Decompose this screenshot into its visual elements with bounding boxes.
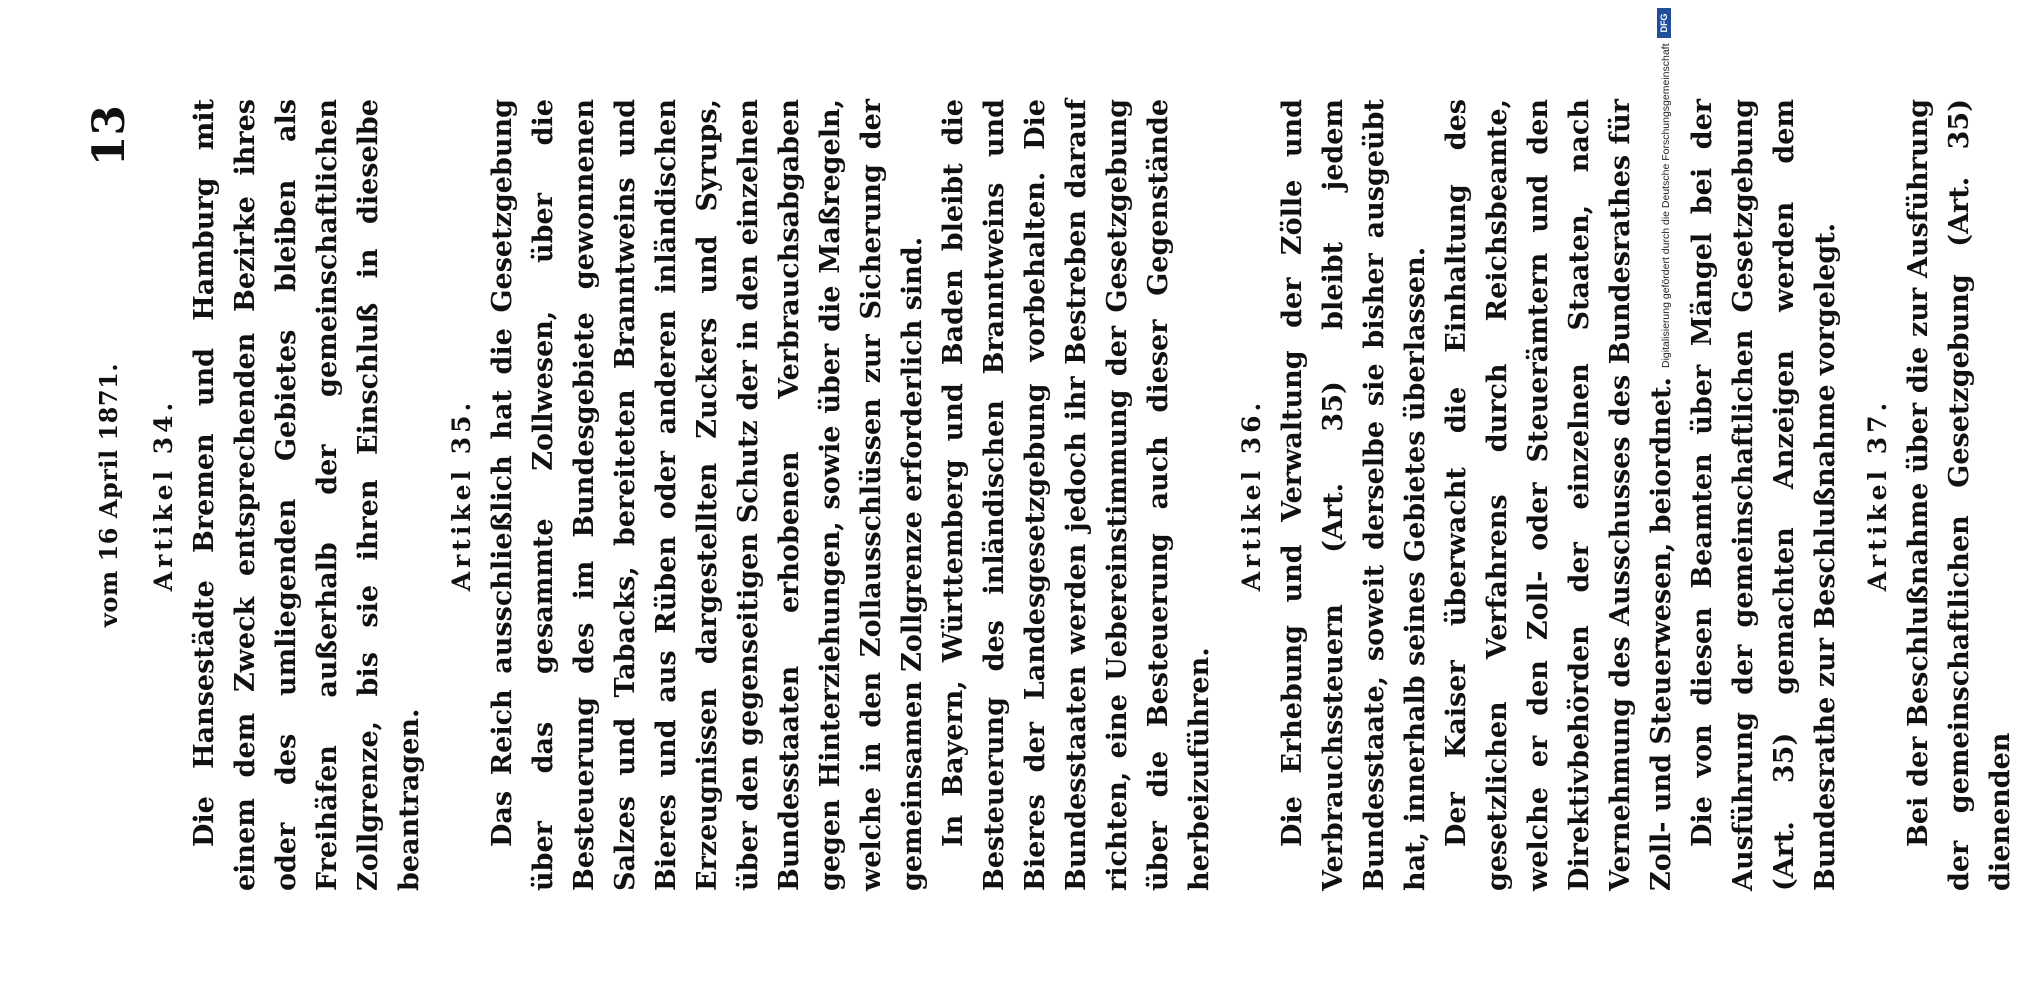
article-heading: Artikel 37. (1863, 398, 1892, 592)
article-heading: Artikel 36. (1237, 398, 1266, 592)
article-paragraph: Die Erhebung und Verwaltung der Zölle und Verbrauchssteuern (Art. 35) bleibt jedem Bundesstaate, soweit derselbe sie bisher ausgeübt hat, innerhalb seines Gebietes überlassen. (1277, 99, 1431, 891)
credit-text: Digitalisierung gefördert durch die Deutsche Forschungsgemeinschaft (1660, 43, 1672, 368)
article-paragraph: Das Reich ausschließlich hat die Gesetzgebung über das gesammte Zollwesen, über die Besteuerung des im Bundesgebiete gewonnenen Salzes und Tabacks, bereiteten Branntweins und Bieres und aus Rüben oder anderen inländischen Erzeugnissen dargestellten Zuckers und Syrups, über den gegenseitigen Schutz der in den einzelnen Bundesstaaten erhobenen Verbrauchsabgaben gegen Hinterziehungen, sowie über die Maßregeln, welche in den Zollausschlüssen zur Sicherung der gemeinsamen Zollgrenze erforderlich sind. (487, 99, 928, 891)
article-paragraph: In Bayern, Württemberg und Baden bleibt die Besteuerung des inländischen Branntweins und Bieres der Landesgesetzgebung vorbehalten. Die Bundesstaaten werden jedoch ihr Bestreben darauf richten, eine Uebereinstimmung der Gesetzgebung über die Besteuerung auch dieser Gegenstände herbeizuführen. (938, 99, 1215, 891)
dfg-logo-icon (1657, 8, 1671, 38)
article-heading: Artikel 34. (149, 398, 178, 592)
dfg-logo-text: DFG (1659, 13, 1669, 33)
article-34 (148, 99, 430, 891)
article-37 (1862, 99, 2021, 891)
article-paragraph: Die von diesen Beamten über Mängel bei der Ausführung der gemeinschaftlichen Gesetzgebung (Art. 35) gemachten Anzeigen werden dem Bundesrathe zur Beschlußnahme vorgelegt. (1687, 99, 1841, 891)
article-heading: Artikel 35. (447, 398, 476, 592)
article-paragraph: Bei der Beschlußnahme über die zur Ausführung der gemeinschaftlichen Gesetzgebung (Art. 35) dienenden (1903, 99, 2016, 891)
article-paragraph: Der Kaiser überwacht die Einhaltung des gesetzlichen Verfahrens durch Reichsbeamte, welche er den Zoll- oder Steuerämtern und den Direktivbehörden der einzelnen Staaten, nach Vernehmung des Ausschusses des Bundesrathes für Zoll- und Steuerwesen, beiordnet. (1441, 99, 1677, 891)
article-paragraph: Die Hansestädte Bremen und Hamburg mit einem dem Zweck entsprechenden Bezirke ihres oder des umliegenden Gebietes bleiben als Freihäfen außerhalb der gemeinschaftlichen Zollgrenze, bis sie ihren Einschluß in dieselbe beantragen. (189, 99, 425, 891)
digitization-credit (1652, 8, 1676, 368)
page-number: 13 (84, 105, 135, 167)
running-head-title: vom 16 April 1871. (94, 362, 123, 628)
article-35 (446, 99, 1220, 891)
article-36 (1236, 99, 1846, 891)
running-head (84, 99, 135, 891)
